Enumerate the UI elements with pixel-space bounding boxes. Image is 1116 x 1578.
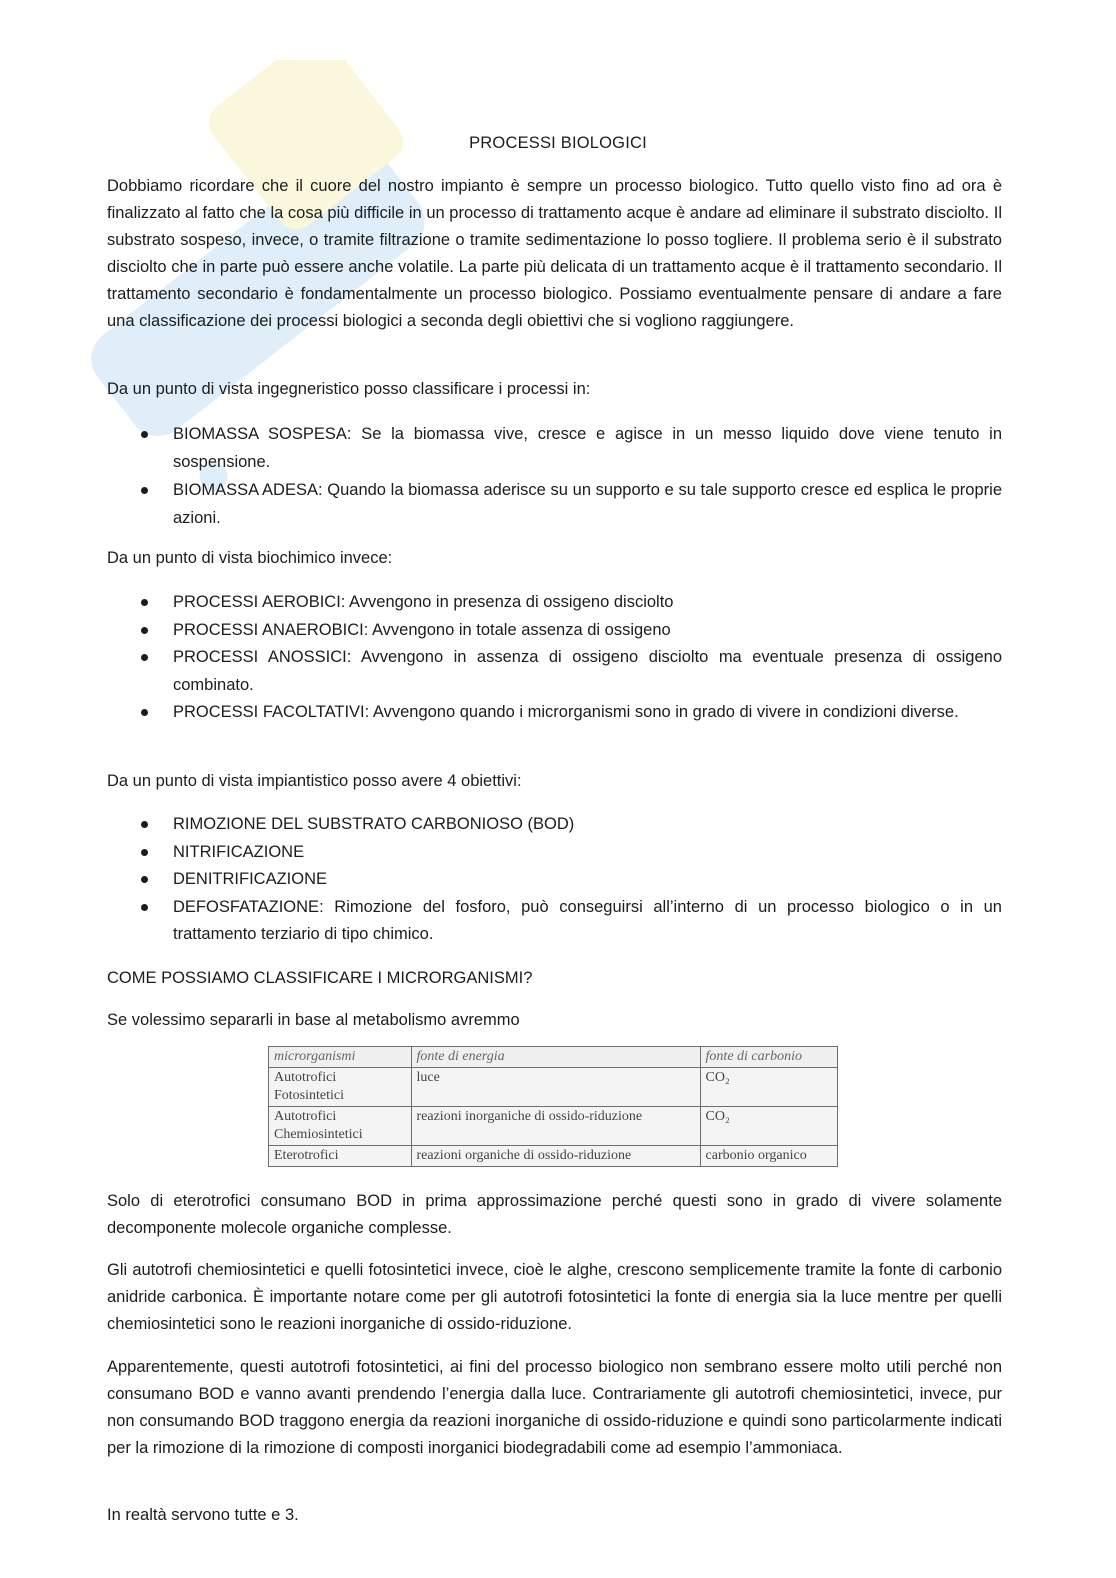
table-header-row	[269, 1047, 838, 1068]
table-cell: CO₂	[700, 1068, 837, 1107]
separate-line: Se volessimo separarli in base al metabolismo avremmo	[107, 1011, 520, 1029]
heterotrophs-paragraph: Solo di eterotrofici consumano BOD in prima approssimazione perché questi sono in grado di vivere solamente decomponente molecole organiche complesse.	[107, 1192, 1002, 1237]
table-row	[269, 1146, 838, 1167]
table-cell: Autotrofici Fotosintetici	[269, 1068, 412, 1107]
engineering-list	[107, 421, 1002, 532]
table-cell: reazioni organiche di ossido-riduzione	[411, 1146, 700, 1167]
plant-objectives-list	[107, 811, 1002, 949]
list-item: DEFOSFATAZIONE: Rimozione del fosforo, può conseguirsi all’interno di un processo biologico o in un trattamento terziario di tipo chimico.	[107, 894, 1002, 949]
table-cell: Autotrofici Chemiosintetici	[269, 1107, 412, 1146]
table-cell: luce	[411, 1068, 700, 1107]
page-title: PROCESSI BIOLOGICI	[469, 134, 647, 152]
table-row	[269, 1068, 838, 1107]
table-header-cell: microrganismi	[269, 1047, 412, 1068]
engineering-heading: Da un punto di vista ingegneristico posso classificare i processi in:	[107, 380, 591, 398]
question-heading: COME POSSIAMO CLASSIFICARE I MICRORGANISMI?	[107, 969, 533, 987]
apparent-paragraph: Apparentemente, questi autotrofi fotosintetici, ai fini del processo biologico non sembrano essere molto utili perché non consumano BOD e vanno avanti prendendo l’energia dalla luce. Contrariamente gli autotrofi chemiosintetici, invece, pur non consumando BOD traggono energia da reazioni inorganiche di ossido-riduzione e quindi sono particolarmente indicati per la rimozione di la rimozione di composti inorganici biodegradabili come ad esempio l’ammoniaca.	[107, 1358, 1002, 1457]
list-item: RIMOZIONE DEL SUBSTRATO CARBONIOSO (BOD)	[107, 811, 1002, 839]
table-cell: carbonio organico	[700, 1146, 837, 1167]
list-item: BIOMASSA SOSPESA: Se la biomassa vive, cresce e agisce in un messo liquido dove viene tenuto in sospensione.	[107, 421, 1002, 476]
biochemical-heading: Da un punto di vista biochimico invece:	[107, 549, 393, 567]
list-item: PROCESSI FACOLTATIVI: Avvengono quando i microrganismi sono in grado di vivere in condizioni diverse.	[107, 699, 1002, 727]
table-row	[269, 1107, 838, 1146]
microorganisms-table	[268, 1046, 838, 1167]
final-line: In realtà servono tutte e 3.	[107, 1506, 299, 1524]
list-item: DENITRIFICAZIONE	[107, 866, 1002, 894]
list-item: PROCESSI AEROBICI: Avvengono in presenza di ossigeno disciolto	[107, 589, 1002, 617]
autotrophs-paragraph: Gli autotrofi chemiosintetici e quelli fotosintetici invece, cioè le alghe, crescono semplicemente tramite la fonte di carbonio anidride carbonica. È importante notare come per gli autotrofi fotosintetici la fonte di energia sia la luce mentre per quelli chemiosintetici sono le reazioni inorganiche di ossido-riduzione.	[107, 1261, 1002, 1333]
table-header-cell: fonte di energia	[411, 1047, 700, 1068]
table-cell: reazioni inorganiche di ossido-riduzione	[411, 1107, 700, 1146]
list-item: BIOMASSA ADESA: Quando la biomassa aderisce su un supporto e su tale supporto cresce ed esplica le proprie azioni.	[107, 477, 1002, 532]
list-item: PROCESSI ANOSSICI: Avvengono in assenza di ossigeno disciolto ma eventuale presenza di ossigeno combinato.	[107, 644, 1002, 699]
list-item: NITRIFICAZIONE	[107, 839, 1002, 867]
plant-heading: Da un punto di vista impiantistico posso avere 4 obiettivi:	[107, 772, 522, 790]
intro-paragraph: Dobbiamo ricordare che il cuore del nostro impianto è sempre un processo biologico. Tutto quello visto fino ad ora è finalizzato al fatto che la cosa più difficile in un processo di trattamento acque è andare ad eliminare il substrato disciolto. Il substrato sospeso, invece, o tramite filtrazione o tramite sedimentazione lo posso togliere. Il problema serio è il substrato disciolto che in parte può essere anche volatile. La parte più delicata di un trattamento acque è il trattamento secondario. Il trattamento secondario è fondamentalmente un processo biologico. Possiamo eventualmente pensare di andare a fare una classificazione dei processi biologici a seconda degli obiettivi che si vogliono raggiungere.	[107, 177, 1002, 330]
table-cell: CO₂	[700, 1107, 837, 1146]
list-item: PROCESSI ANAEROBICI: Avvengono in totale assenza di ossigeno	[107, 617, 1002, 645]
table-cell: Eterotrofici	[269, 1146, 412, 1167]
biochemical-list	[107, 589, 1002, 727]
microorganisms-table-image	[268, 1046, 838, 1167]
table-header-cell: fonte di carbonio	[700, 1047, 837, 1068]
